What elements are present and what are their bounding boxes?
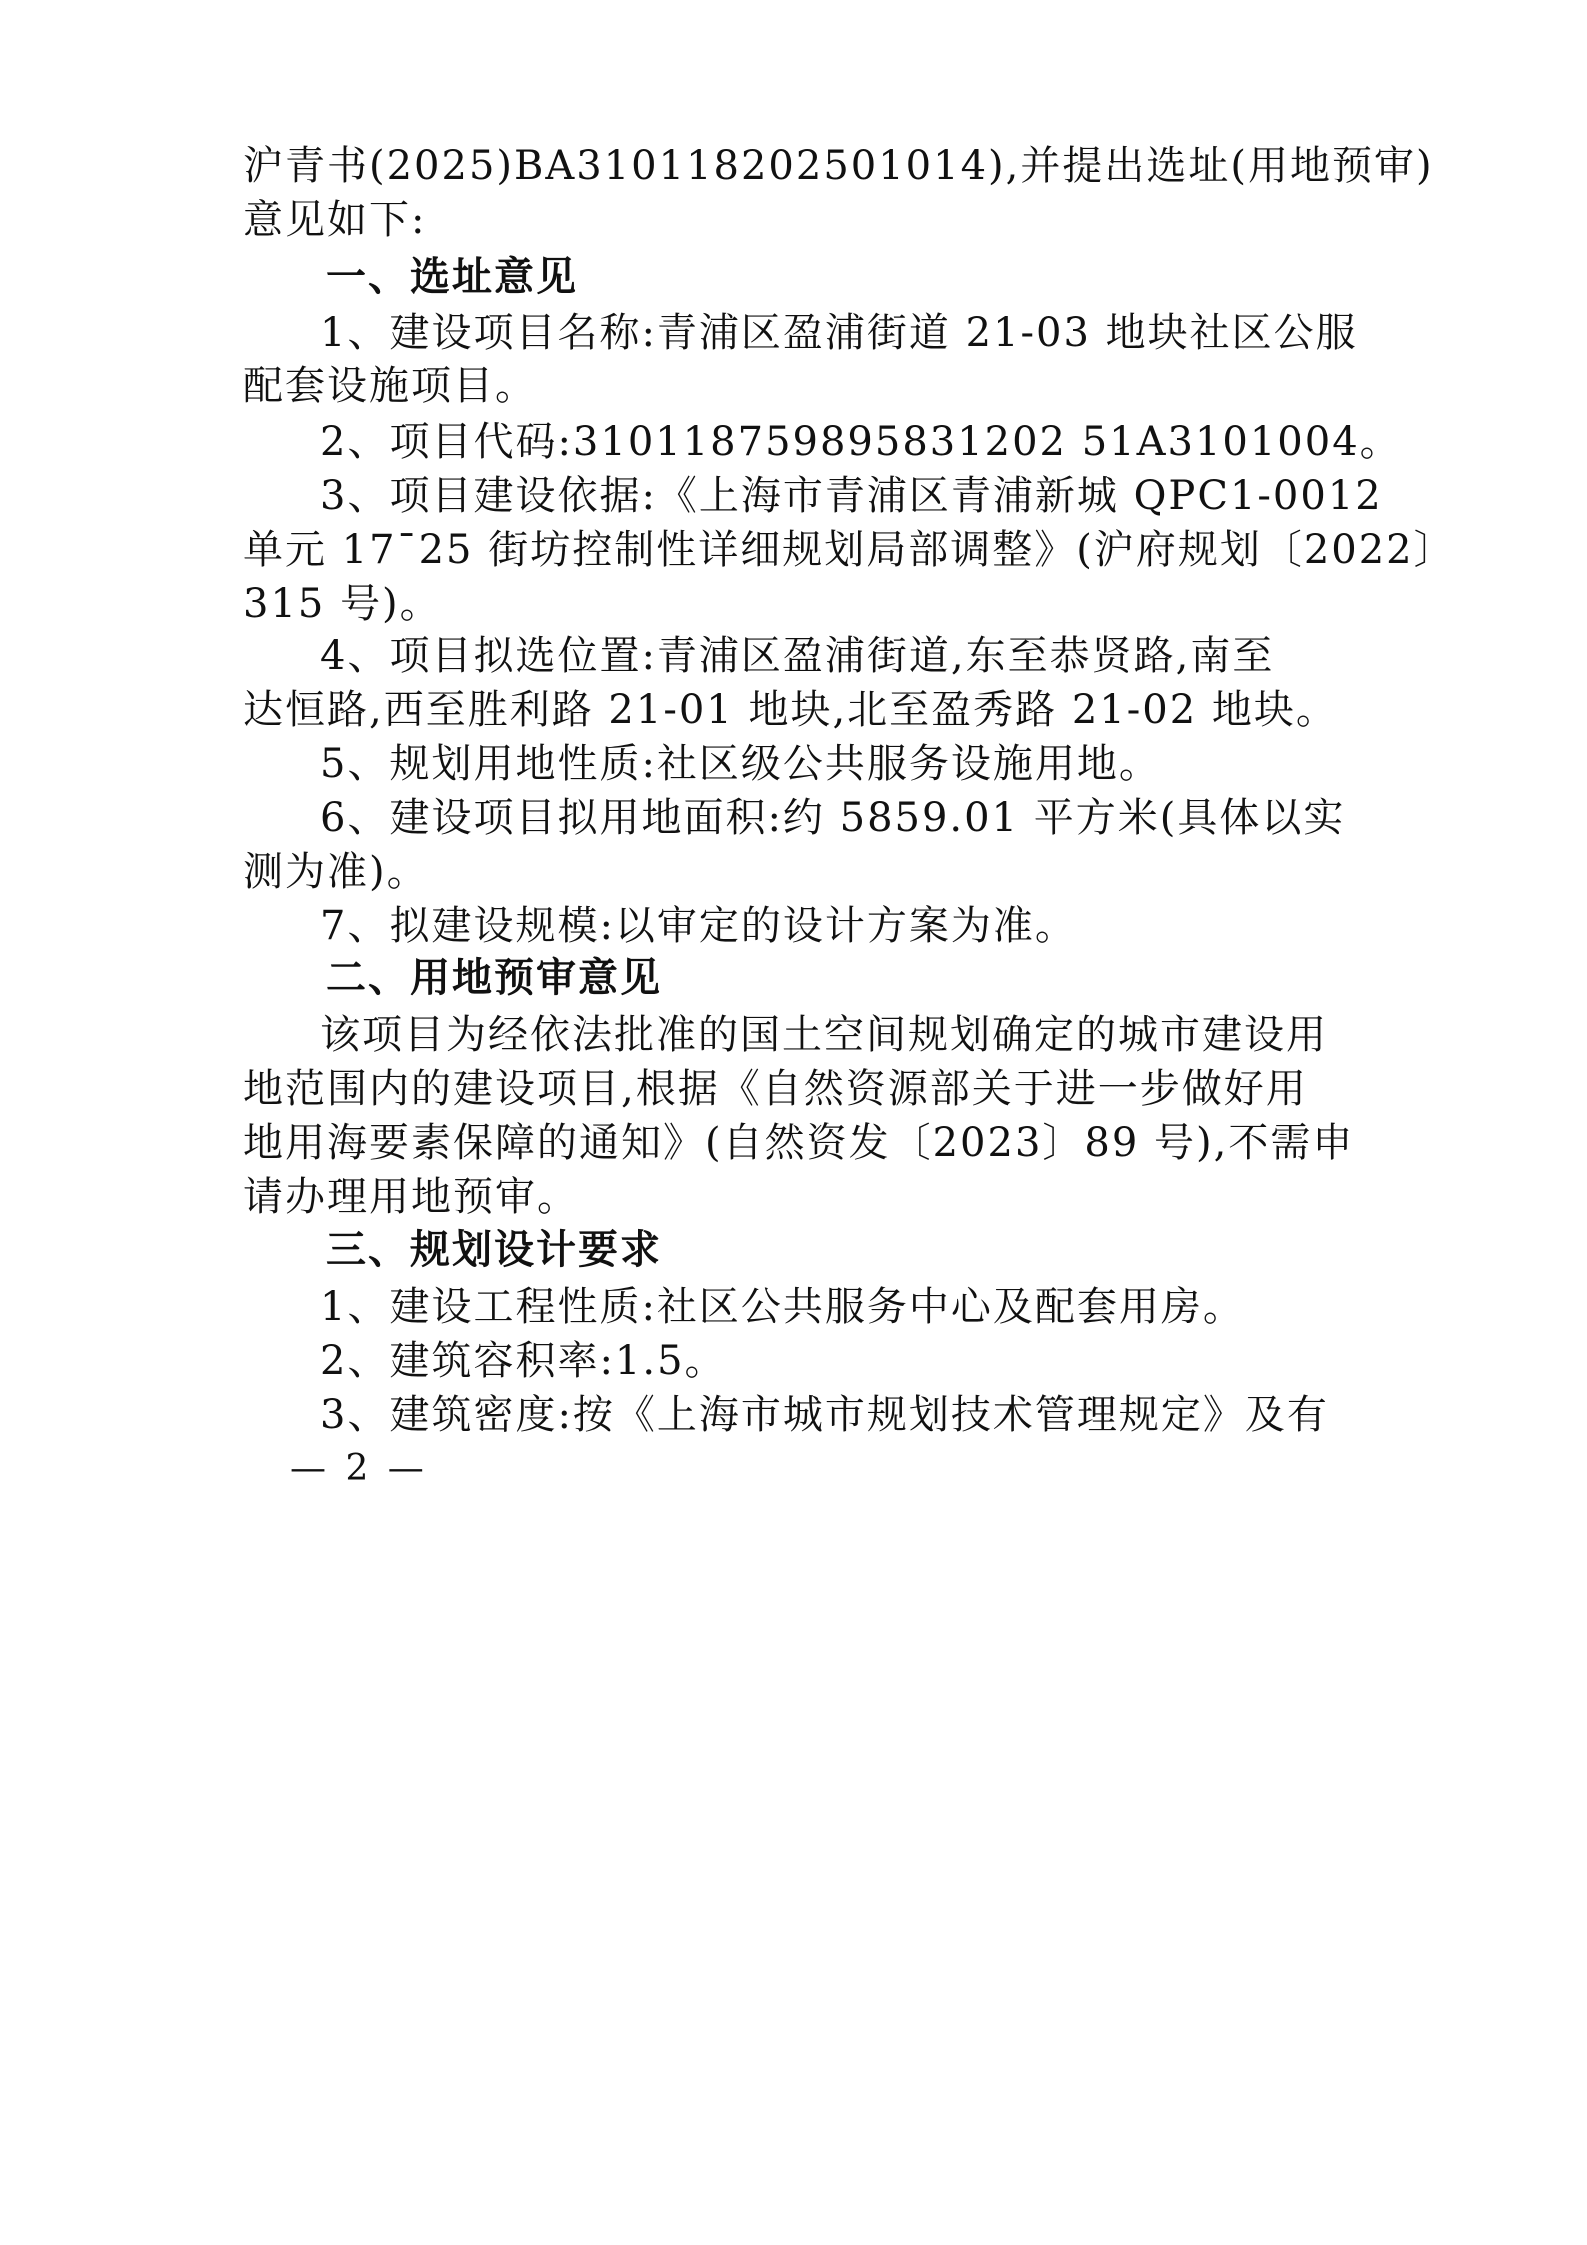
page-number: — 2 — xyxy=(290,1448,428,1489)
s1-item-3-line-2: 单元 17¯25 街坊控制性详细规划局部调整》(沪府规划〔2022〕 xyxy=(243,527,1456,573)
s2-paragraph-line-1: 该项目为经依法批准的国土空间规划确定的城市建设用 xyxy=(320,1012,1328,1058)
s1-item-6-line-1: 6、建设项目拟用地面积:约 5859.01 平方米(具体以实 xyxy=(320,795,1346,841)
s1-item-7-line-1: 7、拟建设规模:以审定的设计方案为准。 xyxy=(320,903,1077,949)
s1-item-3-line-1: 3、项目建设依据:《上海市青浦区青浦新城 QPC1-0012 xyxy=(320,473,1383,519)
intro-line-2: 意见如下: xyxy=(243,197,427,243)
s1-item-1-line-1: 1、建设项目名称:青浦区盈浦街道 21-03 地块社区公服 xyxy=(320,310,1358,356)
s1-item-4-line-1: 4、项目拟选位置:青浦区盈浦街道,东至恭贤路,南至 xyxy=(320,633,1275,679)
s1-item-1-line-2: 配套设施项目。 xyxy=(243,363,537,409)
section-2-heading: 二、用地预审意见 xyxy=(326,955,662,1001)
intro-line-1: 沪青书(2025)BA310118202501014),并提出选址(用地预审) xyxy=(243,143,1434,189)
section-1-heading: 一、选址意见 xyxy=(326,254,578,300)
s2-paragraph-line-2: 地范围内的建设项目,根据《自然资源部关于进一步做好用 xyxy=(243,1066,1308,1112)
s1-item-3-line-3: 315 号)。 xyxy=(243,581,442,627)
s1-item-4-line-2: 达恒路,西至胜利路 21-01 地块,北至盈秀路 21-02 地块。 xyxy=(243,687,1338,733)
s3-item-3-line-1: 3、建筑密度:按《上海市城市规划技术管理规定》及有 xyxy=(320,1392,1329,1438)
section-3-heading: 三、规划设计要求 xyxy=(326,1227,662,1273)
s2-paragraph-line-4: 请办理用地预审。 xyxy=(243,1174,579,1220)
s1-item-5-line-1: 5、规划用地性质:社区级公共服务设施用地。 xyxy=(320,741,1161,787)
s3-item-2-line-1: 2、建筑容积率:1.5。 xyxy=(320,1338,727,1384)
s2-paragraph-line-3: 地用海要素保障的通知》(自然资发〔2023〕89 号),不需申 xyxy=(243,1120,1355,1166)
s1-item-2-line-1: 2、项目代码:310118759895831202 51A3101004。 xyxy=(320,419,1402,465)
s3-item-1-line-1: 1、建设工程性质:社区公共服务中心及配套用房。 xyxy=(320,1284,1245,1330)
s1-item-6-line-2: 测为准)。 xyxy=(243,849,429,895)
